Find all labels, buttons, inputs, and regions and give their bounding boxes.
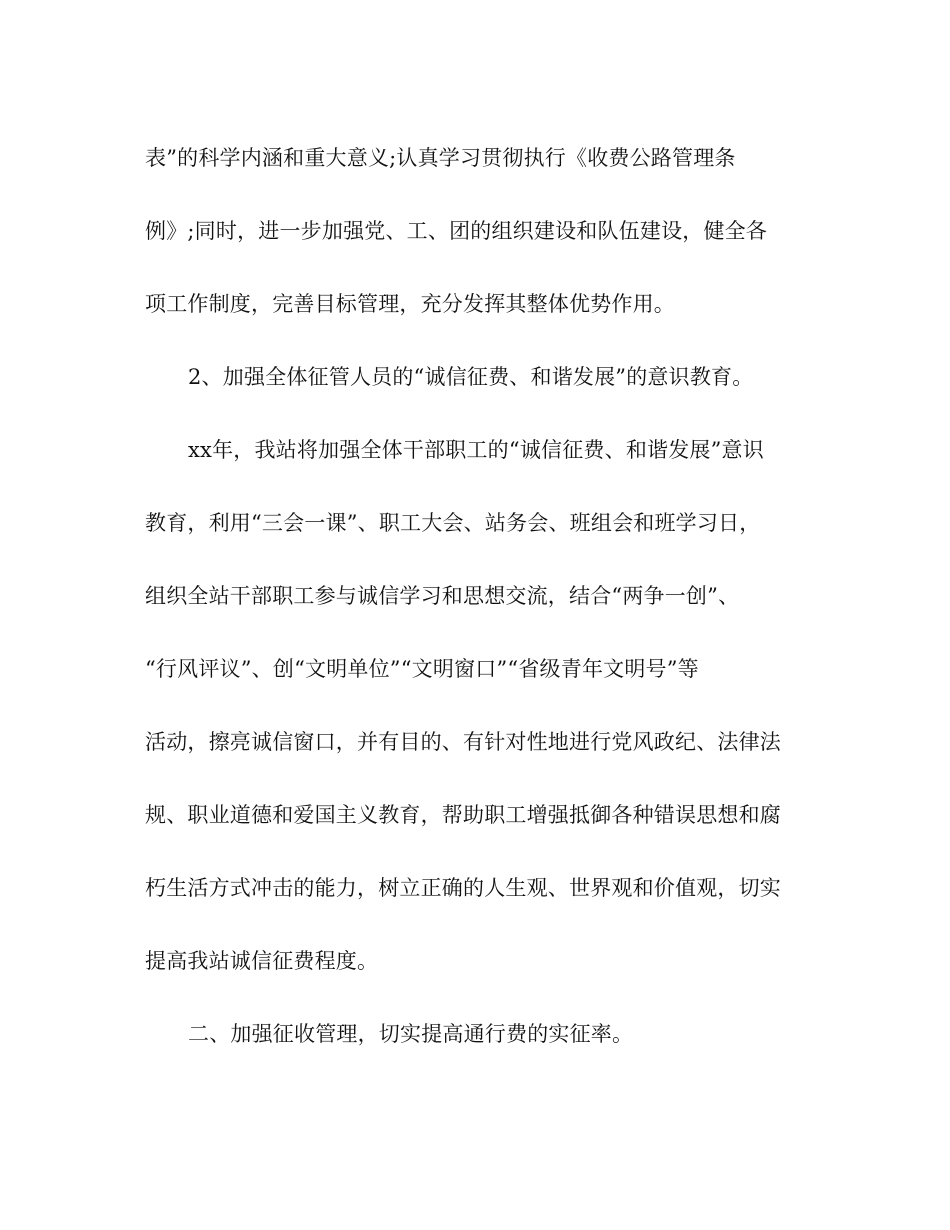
paragraph-line-10: 规、职业道德和爱国主义教育，帮助职工增强抵御各种错误思想和腐 [145, 803, 781, 827]
section-heading-2: 2、加强全体征管人员的“诚信征费、和谐发展”的意识教育。 [188, 365, 754, 389]
paragraph-line-1: 表”的科学内涵和重大意义;认真学习贯彻执行《收费公路管理条 [145, 146, 736, 170]
paragraph-line-8: “行风评议”、创“文明单位”“文明窗口”“省级青年文明号”等 [145, 657, 699, 681]
paragraph-line-3: 项工作制度，完善目标管理，充分发挥其整体优势作用。 [145, 292, 675, 316]
section-heading-two: 二、加强征收管理，切实提高通行费的实征率。 [188, 1022, 634, 1046]
paragraph-line-9: 活动，擦亮诚信窗口，并有目的、有针对性地进行党风政纪、法律法 [145, 730, 781, 754]
paragraph-line-7: 组织全站干部职工参与诚信学习和思想交流，结合“两争一创”、 [145, 584, 740, 608]
paragraph-line-5: xx年，我站将加强全体干部职工的“诚信征费、和谐发展”意识 [188, 438, 764, 462]
paragraph-line-11: 朽生活方式冲击的能力，树立正确的人生观、世界观和价值观，切实 [145, 876, 781, 900]
paragraph-line-12: 提高我站诚信征费程度。 [145, 949, 379, 973]
paragraph-line-2: 例》;同时，进一步加强党、工、团的组织建设和队伍建设，健全各 [145, 219, 768, 243]
paragraph-line-6: 教育，利用“三会一课”、职工大会、站务会、班组会和班学习日， [145, 511, 761, 535]
